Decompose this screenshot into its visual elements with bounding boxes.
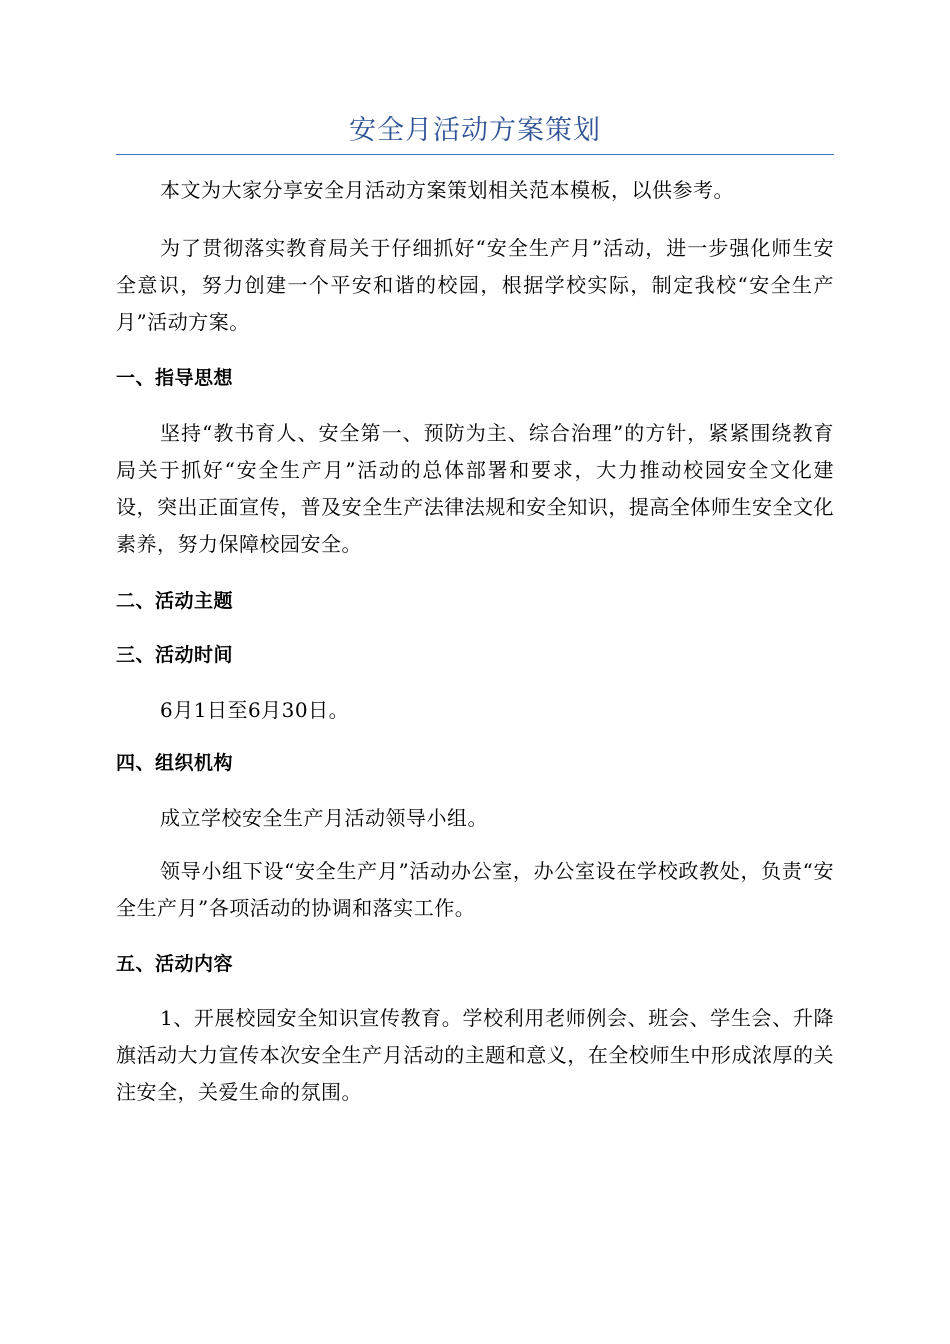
section-heading-activity-content: 五、活动内容 — [116, 953, 234, 975]
intro-paragraph: 本文为大家分享安全月活动方案策划相关范本模板，以供参考。 — [160, 178, 734, 202]
document-title: 安全月活动方案策划 — [349, 115, 601, 146]
paragraph-organization-2: 领导小组下设“安全生产月”活动办公室，办公室设在学校政教处，负责“安全生产月”各项活动的协调和落实工作。 — [116, 859, 834, 920]
paragraph-activity-time: 6月1日至6月30日。 — [160, 698, 350, 722]
section-heading-guiding-ideology: 一、指导思想 — [116, 367, 234, 389]
paragraph-guiding-ideology: 坚持“教书育人、安全第一、预防为主、综合治理”的方针，紧紧围绕教育局关于抓好“安全生产月”活动的总体部署和要求，大力推动校园安全文化建设，突出正面宣传，普及安全生产法律法规和安全知识，提高全体师生安全文化素养，努力保障校园安全。 — [116, 421, 834, 556]
section-heading-activity-theme: 二、活动主题 — [116, 590, 234, 612]
paragraph-organization-1: 成立学校安全生产月活动领导小组。 — [160, 806, 488, 830]
paragraph-activity-content-1: 1、开展校园安全知识宣传教育。学校利用老师例会、班会、学生会、升降旗活动大力宣传本次安全生产月活动的主题和意义，在全校师生中形成浓厚的关注安全，关爱生命的氛围。 — [116, 1006, 834, 1104]
title-underline — [116, 154, 834, 155]
section-heading-activity-time: 三、活动时间 — [116, 644, 234, 666]
preamble-paragraph: 为了贯彻落实教育局关于仔细抓好“安全生产月”活动，进一步强化师生安全意识，努力创建一个平安和谐的校园，根据学校实际，制定我校“安全生产月”活动方案。 — [116, 236, 834, 334]
section-heading-organization: 四、组织机构 — [116, 752, 234, 774]
